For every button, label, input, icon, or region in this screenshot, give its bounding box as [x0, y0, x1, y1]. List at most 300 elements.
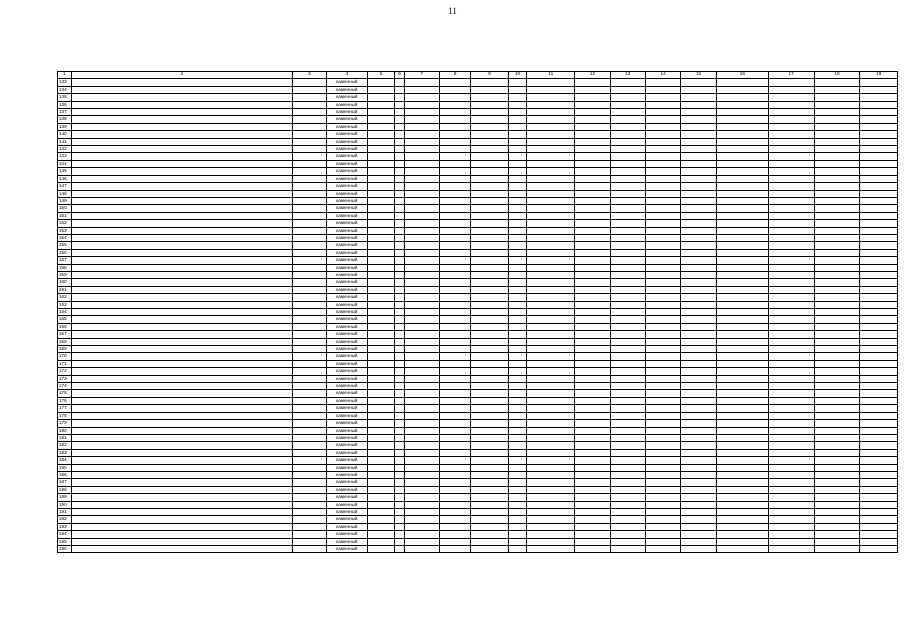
table-cell: 140 [58, 131, 72, 138]
table-cell [527, 212, 575, 219]
table-cell [768, 309, 814, 316]
table-cell: каменный [326, 449, 368, 456]
table-cell [439, 331, 470, 338]
table-row [58, 420, 898, 427]
table-cell [404, 353, 439, 360]
table-row [58, 405, 898, 412]
table-row [58, 160, 898, 167]
table-cell [646, 486, 681, 493]
table-cell [508, 116, 527, 123]
table-cell [768, 331, 814, 338]
table-cell [395, 494, 404, 501]
table-cell [716, 390, 768, 397]
table-cell [508, 346, 527, 353]
table-cell [395, 427, 404, 434]
table-cell [527, 346, 575, 353]
table-cell [610, 427, 645, 434]
table-cell [404, 464, 439, 471]
table-cell [471, 242, 508, 249]
table-cell: 144 [58, 160, 72, 167]
column-number-cell: 18 [814, 72, 860, 79]
table-row [58, 434, 898, 441]
table-cell [716, 79, 768, 86]
table-cell [610, 353, 645, 360]
table-cell [508, 368, 527, 375]
table-cell [575, 316, 610, 323]
table-cell [681, 264, 716, 271]
table-cell [395, 271, 404, 278]
table-cell [575, 368, 610, 375]
table-cell [527, 442, 575, 449]
table-cell [646, 249, 681, 256]
table-cell [527, 294, 575, 301]
table-cell [814, 183, 860, 190]
table-row [58, 301, 898, 308]
table-cell [860, 79, 898, 86]
table-cell [439, 383, 470, 390]
table-cell [71, 449, 293, 456]
table-cell: 175 [58, 390, 72, 397]
table-cell [716, 434, 768, 441]
table-cell [646, 153, 681, 160]
table-cell [368, 486, 395, 493]
table-cell [508, 205, 527, 212]
table-cell [395, 331, 404, 338]
table-cell [395, 205, 404, 212]
table-cell [71, 294, 293, 301]
table-cell: каменный [326, 486, 368, 493]
table-cell [681, 212, 716, 219]
table-cell: 172 [58, 368, 72, 375]
column-number-cell: 17 [768, 72, 814, 79]
table-cell [508, 242, 527, 249]
table-cell [646, 197, 681, 204]
table-cell: каменный [326, 86, 368, 93]
table-cell [716, 279, 768, 286]
table-cell [610, 546, 645, 553]
table-cell [439, 227, 470, 234]
table-cell: каменный [326, 538, 368, 545]
table-cell [508, 412, 527, 419]
table-cell [395, 234, 404, 241]
table-cell [610, 412, 645, 419]
table-cell [293, 146, 326, 153]
table-cell [508, 464, 527, 471]
table-cell [610, 383, 645, 390]
table-cell [404, 212, 439, 219]
table-cell [439, 390, 470, 397]
table-cell [527, 397, 575, 404]
table-cell [471, 131, 508, 138]
table-row [58, 86, 898, 93]
table-cell [814, 479, 860, 486]
table-cell [681, 457, 716, 464]
table-cell [860, 146, 898, 153]
table-cell [71, 257, 293, 264]
table-cell [439, 375, 470, 382]
table-cell [395, 434, 404, 441]
table-cell: каменный [326, 420, 368, 427]
table-cell [508, 301, 527, 308]
table-cell [368, 242, 395, 249]
table-cell [681, 390, 716, 397]
table-cell [404, 86, 439, 93]
table-cell: 162 [58, 294, 72, 301]
table-cell [768, 138, 814, 145]
table-cell [575, 131, 610, 138]
table-cell [395, 464, 404, 471]
table-cell [395, 86, 404, 93]
table-cell [439, 94, 470, 101]
table-cell [395, 123, 404, 130]
table-cell [527, 471, 575, 478]
table-cell [471, 197, 508, 204]
table-cell [368, 442, 395, 449]
table-cell [439, 442, 470, 449]
table-cell [768, 412, 814, 419]
table-cell [527, 86, 575, 93]
table-cell [368, 212, 395, 219]
table-cell [814, 360, 860, 367]
table-cell [368, 353, 395, 360]
table-cell [71, 457, 293, 464]
table-cell [508, 294, 527, 301]
table-cell: 142 [58, 146, 72, 153]
table-cell [646, 523, 681, 530]
table-cell: каменный [326, 227, 368, 234]
table-cell [716, 412, 768, 419]
table-cell [716, 86, 768, 93]
table-cell [368, 397, 395, 404]
table-cell [814, 234, 860, 241]
table-row [58, 212, 898, 219]
table-cell [575, 383, 610, 390]
table-cell [814, 353, 860, 360]
table-cell [439, 116, 470, 123]
table-cell [768, 390, 814, 397]
table-cell [508, 383, 527, 390]
table-cell [575, 397, 610, 404]
table-cell [395, 360, 404, 367]
table-cell [508, 494, 527, 501]
table-cell [646, 220, 681, 227]
table-cell [404, 523, 439, 530]
table-cell [368, 464, 395, 471]
table-cell [508, 94, 527, 101]
table-cell [814, 242, 860, 249]
table-cell [395, 471, 404, 478]
table-cell [404, 116, 439, 123]
table-cell [508, 197, 527, 204]
table-cell [814, 538, 860, 545]
table-row [58, 220, 898, 227]
table-cell [395, 160, 404, 167]
table-cell [404, 197, 439, 204]
table-cell: каменный [326, 375, 368, 382]
table-cell [575, 205, 610, 212]
table-cell [508, 190, 527, 197]
table-cell [404, 449, 439, 456]
table-cell [395, 220, 404, 227]
table-cell [681, 234, 716, 241]
table-cell [395, 183, 404, 190]
table-cell [439, 160, 470, 167]
table-cell [716, 286, 768, 293]
table-cell [368, 175, 395, 182]
table-cell [681, 309, 716, 316]
table-cell [768, 479, 814, 486]
table-cell: каменный [326, 286, 368, 293]
table-cell [814, 249, 860, 256]
table-cell [527, 79, 575, 86]
table-cell [471, 464, 508, 471]
table-row [58, 175, 898, 182]
table-cell: каменный [326, 123, 368, 130]
table-cell [471, 123, 508, 130]
table-cell [395, 420, 404, 427]
table-cell [814, 434, 860, 441]
table-cell: каменный [326, 146, 368, 153]
table-cell [575, 331, 610, 338]
table-cell [508, 508, 527, 515]
table-cell [681, 405, 716, 412]
table-cell [404, 123, 439, 130]
table-cell [681, 412, 716, 419]
table-cell [527, 508, 575, 515]
table-cell [439, 546, 470, 553]
table-cell [527, 457, 575, 464]
column-number-cell: 6 [395, 72, 404, 79]
table-cell [646, 508, 681, 515]
table-cell [716, 420, 768, 427]
table-row [58, 168, 898, 175]
table-cell [368, 412, 395, 419]
table-cell [860, 101, 898, 108]
table-cell [471, 316, 508, 323]
table-cell [575, 101, 610, 108]
table-cell: каменный [326, 479, 368, 486]
table-cell [716, 494, 768, 501]
table-cell [368, 271, 395, 278]
table-cell [404, 131, 439, 138]
table-cell [508, 175, 527, 182]
table-cell [368, 131, 395, 138]
table-cell [293, 442, 326, 449]
table-cell [439, 242, 470, 249]
table-cell [716, 101, 768, 108]
table-cell [768, 397, 814, 404]
table-cell [527, 360, 575, 367]
table-cell [471, 383, 508, 390]
table-cell [293, 457, 326, 464]
table-row [58, 412, 898, 419]
table-cell [395, 197, 404, 204]
column-number-cell: 14 [646, 72, 681, 79]
table-cell [293, 501, 326, 508]
table-cell [646, 449, 681, 456]
table-cell [439, 360, 470, 367]
table-cell [293, 516, 326, 523]
table-cell [814, 523, 860, 530]
table-cell [439, 279, 470, 286]
table-cell [404, 153, 439, 160]
table-cell [404, 338, 439, 345]
table-cell [508, 486, 527, 493]
table-cell [395, 131, 404, 138]
table-cell [860, 160, 898, 167]
table-cell [527, 516, 575, 523]
table-cell [681, 471, 716, 478]
table-cell [439, 346, 470, 353]
table-cell [293, 264, 326, 271]
table-cell [508, 183, 527, 190]
table-cell [508, 479, 527, 486]
table-cell [681, 442, 716, 449]
table-cell [527, 538, 575, 545]
table-cell [293, 123, 326, 130]
table-cell [646, 375, 681, 382]
table-cell: 183 [58, 449, 72, 456]
table-cell [527, 205, 575, 212]
table-cell [527, 183, 575, 190]
table-cell [368, 546, 395, 553]
table-cell [716, 538, 768, 545]
table-cell: каменный [326, 442, 368, 449]
table-cell [71, 101, 293, 108]
table-cell: 156 [58, 249, 72, 256]
table-cell [860, 523, 898, 530]
table-cell [439, 146, 470, 153]
table-cell [646, 494, 681, 501]
table-cell [368, 301, 395, 308]
table-cell [508, 531, 527, 538]
table-cell [471, 420, 508, 427]
table-cell [439, 427, 470, 434]
table-cell [508, 309, 527, 316]
table-cell [575, 420, 610, 427]
table-cell: каменный [326, 116, 368, 123]
table-cell: 180 [58, 427, 72, 434]
table-cell [395, 153, 404, 160]
table-cell [293, 220, 326, 227]
table-cell: каменный [326, 301, 368, 308]
table-cell [71, 153, 293, 160]
table-cell [575, 427, 610, 434]
table-cell [395, 175, 404, 182]
table-cell [368, 390, 395, 397]
table-cell [768, 168, 814, 175]
table-cell [368, 471, 395, 478]
table-cell [508, 146, 527, 153]
table-cell [768, 383, 814, 390]
table-cell [439, 197, 470, 204]
table-cell [71, 227, 293, 234]
table-cell [404, 175, 439, 182]
table-cell [71, 531, 293, 538]
table-cell [716, 397, 768, 404]
table-cell [814, 205, 860, 212]
table-cell [860, 390, 898, 397]
table-cell [508, 138, 527, 145]
table-cell [814, 220, 860, 227]
table-cell [768, 101, 814, 108]
table-row [58, 131, 898, 138]
table-cell [293, 464, 326, 471]
table-cell [71, 234, 293, 241]
table-cell [681, 323, 716, 330]
table-cell [508, 501, 527, 508]
table-cell [646, 427, 681, 434]
table-cell [646, 286, 681, 293]
table-cell [768, 160, 814, 167]
table-row [58, 205, 898, 212]
table-row [58, 286, 898, 293]
table-row [58, 486, 898, 493]
table-cell [575, 220, 610, 227]
table-cell [404, 264, 439, 271]
table-cell [395, 412, 404, 419]
table-cell [527, 257, 575, 264]
column-number-cell: 9 [471, 72, 508, 79]
table-cell [368, 190, 395, 197]
table-cell [716, 197, 768, 204]
column-number-row [58, 72, 898, 79]
table-row [58, 190, 898, 197]
table-cell [404, 257, 439, 264]
column-number-cell: 8 [439, 72, 470, 79]
table-row [58, 368, 898, 375]
table-cell: каменный [326, 234, 368, 241]
table-cell [646, 116, 681, 123]
table-cell [439, 368, 470, 375]
table-cell [575, 449, 610, 456]
table-cell [575, 464, 610, 471]
table-cell [71, 331, 293, 338]
table-cell [575, 79, 610, 86]
table-cell [71, 486, 293, 493]
table-cell [716, 242, 768, 249]
table-cell [368, 234, 395, 241]
table-cell [527, 420, 575, 427]
table-cell [716, 486, 768, 493]
table-cell: каменный [326, 183, 368, 190]
table-cell [439, 138, 470, 145]
table-cell [508, 123, 527, 130]
table-cell [508, 471, 527, 478]
table-cell [681, 123, 716, 130]
table-cell [646, 279, 681, 286]
table-cell [681, 434, 716, 441]
table-cell [527, 375, 575, 382]
table-cell [368, 427, 395, 434]
table-cell [439, 316, 470, 323]
table-cell [368, 368, 395, 375]
table-row [58, 279, 898, 286]
table-cell [681, 346, 716, 353]
table-cell [508, 331, 527, 338]
table-cell [575, 242, 610, 249]
table-cell: 157 [58, 257, 72, 264]
table-cell [71, 353, 293, 360]
table-cell [716, 442, 768, 449]
table-cell [527, 479, 575, 486]
table-cell [768, 546, 814, 553]
table-cell: 160 [58, 279, 72, 286]
table-cell: 187 [58, 479, 72, 486]
table-cell [471, 160, 508, 167]
table-cell [395, 146, 404, 153]
table-cell [293, 523, 326, 530]
